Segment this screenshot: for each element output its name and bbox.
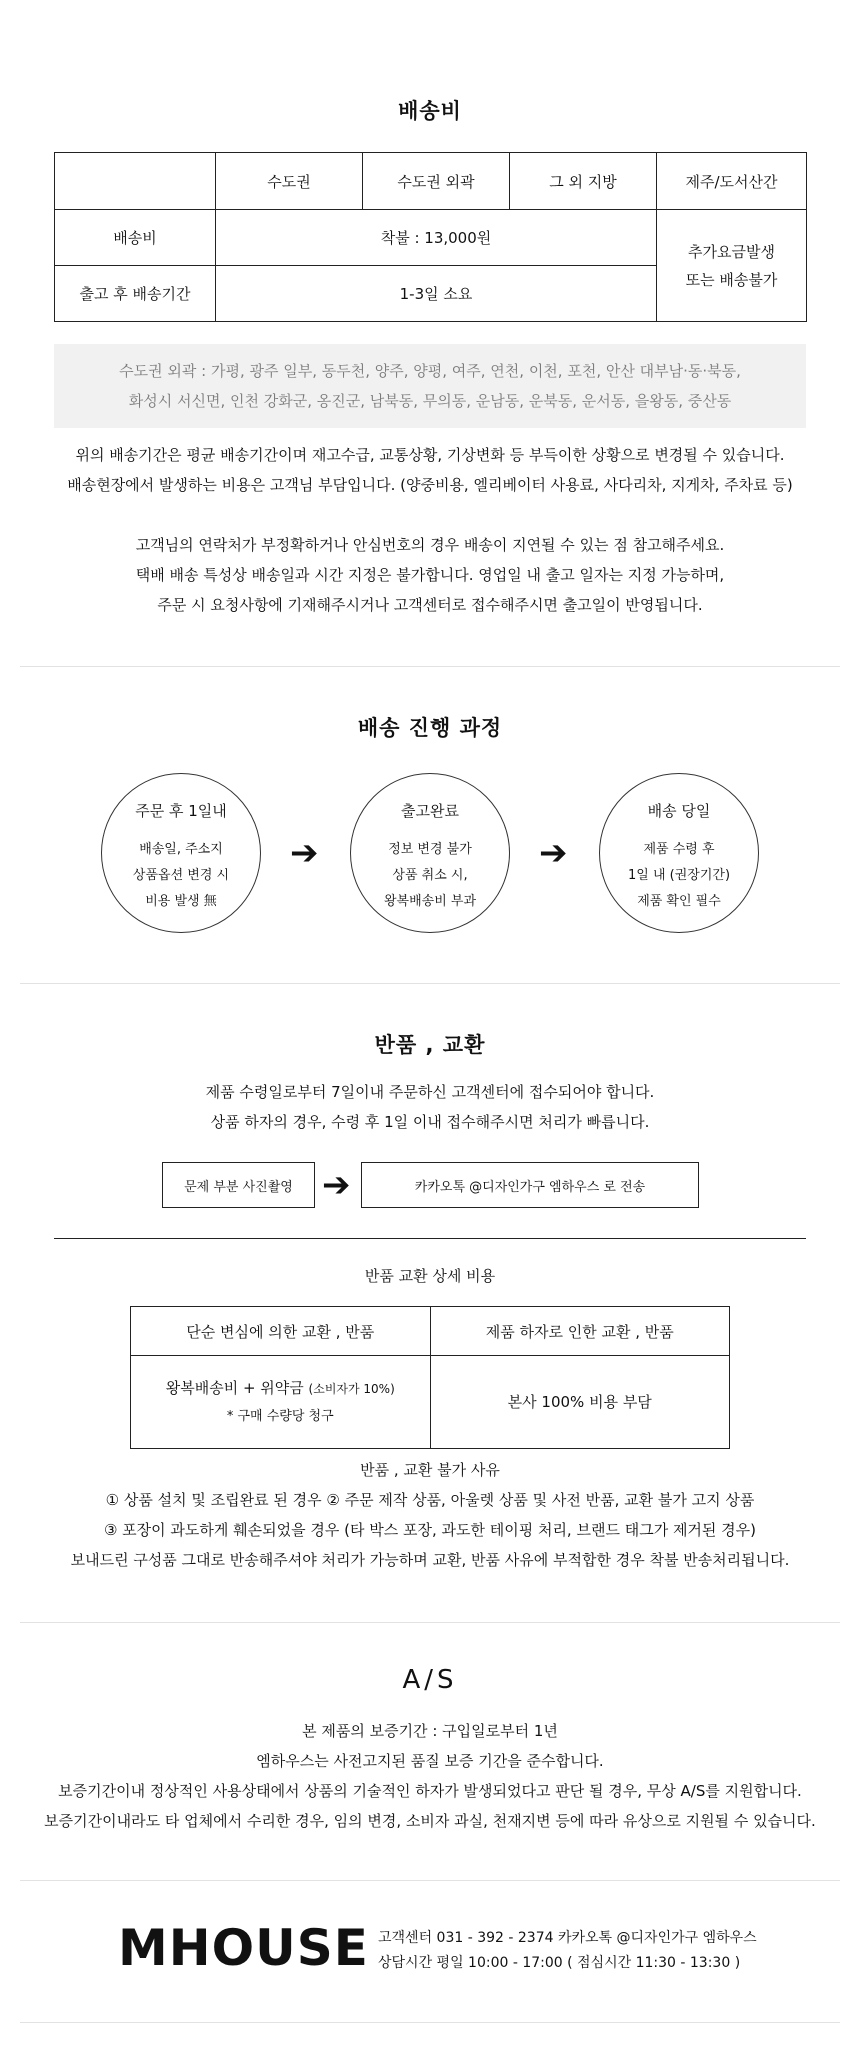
section-divider <box>20 666 840 667</box>
returns-rule <box>54 1238 806 1239</box>
footer-contact: 고객센터 031 - 392 - 2374 카카오톡 @디자인가구 엠하우스 <box>378 1930 757 1946</box>
shipping-note: 위의 배송기간은 평균 배송기간이며 재고수급, 교통상황, 기상변화 등 부득이한 상황으로 변경될 수 있습니다. <box>75 446 785 464</box>
step-line: 배송일, 주소지 <box>139 842 223 857</box>
impossible-reason: 보내드린 구성품 그대로 반송해주셔야 처리가 가능하며 교환, 반품 사유에 부적합한 경우 착불 반송처리됩니다. <box>70 1551 790 1569</box>
process-step-2 <box>350 773 510 933</box>
cost-cell-change-of-mind <box>131 1356 431 1449</box>
process-step-1 <box>101 773 261 933</box>
returns-intro: 상품 하자의 경우, 수령 후 1일 이내 접수해주시면 처리가 빠릅니다. <box>210 1113 650 1131</box>
table-header-jeju-islands: 제주/도서산간 <box>657 153 807 210</box>
section-divider <box>20 2022 840 2023</box>
as-title: A/S <box>402 1665 458 1695</box>
arrow-right-icon: ➔ <box>539 833 568 873</box>
step-line: 1일 내 (권장기간) <box>627 868 731 883</box>
section-divider <box>20 983 840 984</box>
step-title: 출고완료 <box>401 802 459 820</box>
as-line: 본 제품의 보증기간 : 구입일로부터 1년 <box>302 1722 558 1740</box>
table-header-capital: 수도권 <box>216 153 363 210</box>
returns-title: 반품 , 교환 <box>374 1033 486 1057</box>
return-cost-table <box>130 1306 730 1449</box>
step-line: 비용 발생 無 <box>145 894 217 909</box>
arrow-right-icon: ➔ <box>290 833 319 873</box>
cost-title: 반품 교환 상세 비용 <box>364 1267 496 1285</box>
step-line: 정보 변경 불가 <box>388 842 472 857</box>
step-line: 상품옵션 변경 시 <box>132 868 230 883</box>
step-title: 배송 당일 <box>647 802 711 820</box>
as-line: 보증기간이내 정상적인 사용상태에서 상품의 기술적인 하자가 발생되었다고 판단 될 경우, 무상 A/S를 지원합니다. <box>58 1782 802 1800</box>
impossible-title: 반품 , 교환 불가 사유 <box>360 1461 500 1479</box>
shipping-fee-table <box>54 152 807 322</box>
cost-cell-defect: 본사 100% 비용 부담 <box>430 1356 730 1449</box>
cost-header-change-of-mind: 단순 변심에 의한 교환 , 반품 <box>131 1307 431 1356</box>
island-note-line-1: 추가요금발생 <box>688 242 775 261</box>
shipping-note: 택배 배송 특성상 배송일과 시간 지정은 불가합니다. 영업일 내 출고 일자는 지정 가능하며, <box>135 566 725 584</box>
step-line: 제품 확인 필수 <box>637 894 721 909</box>
cost-quantity-note: * 구매 수량당 청구 <box>226 1408 334 1424</box>
row-label-fee: 배송비 <box>55 210 216 266</box>
process-title: 배송 진행 과정 <box>357 716 503 740</box>
outskirts-line: 수도권 외곽 : 가평, 광주 일부, 동두천, 양주, 양평, 여주, 연천, 이천, 포천, 안산 대부남·동·북동, <box>119 362 741 380</box>
table-header-other-regions: 그 외 지방 <box>510 153 657 210</box>
section-divider <box>20 1880 840 1881</box>
step-title: 주문 후 1일내 <box>135 802 227 820</box>
shipping-note: 배송현장에서 발생하는 비용은 고객님 부담입니다. (양중비용, 엘리베이터 사용료, 사다리차, 지게차, 주차료 등) <box>67 476 793 494</box>
arrow-right-icon: ➔ <box>322 1165 351 1205</box>
step-line: 왕복배송비 부과 <box>383 894 477 909</box>
footer-hours: 상담시간 평일 10:00 - 17:00 ( 점심시간 11:30 - 13:30 ) <box>378 1955 741 1971</box>
kakao-step-box: 카카오톡 @디자인가구 엠하우스 로 전송 <box>361 1162 699 1208</box>
photo-step-box: 문제 부분 사진촬영 <box>162 1162 315 1208</box>
outskirts-info-box <box>54 344 806 428</box>
impossible-reason: ① 상품 설치 및 조립완료 된 경우 ② 주문 제작 상품, 아울렛 상품 및 사전 반품, 교환 불가 고지 상품 <box>105 1491 755 1509</box>
shipping-title: 배송비 <box>398 99 462 123</box>
table-header-empty <box>55 153 216 210</box>
table-header-capital-outskirts: 수도권 외곽 <box>363 153 510 210</box>
fee-value: 착불 : 13,000원 <box>216 210 657 266</box>
as-line: 엠하우스는 사전고지된 품질 보증 기간을 준수합니다. <box>256 1752 604 1770</box>
cost-header-defect: 제품 하자로 인한 교환 , 반품 <box>430 1307 730 1356</box>
outskirts-line: 화성시 서신면, 인천 강화군, 옹진군, 남북동, 무의동, 운남동, 운북동, 운서동, 을왕동, 중산동 <box>128 392 732 410</box>
island-note <box>657 210 807 322</box>
mhouse-logo: MHOUSE <box>118 1919 369 1977</box>
island-note-line-2: 또는 배송불가 <box>685 270 778 289</box>
cost-penalty-note: (소비자가 10%) <box>308 1381 395 1396</box>
as-line: 보증기간이내라도 타 업체에서 수리한 경우, 임의 변경, 소비자 과실, 천재지변 등에 따라 유상으로 지원될 수 있습니다. <box>44 1812 816 1830</box>
process-step-3 <box>599 773 759 933</box>
step-line: 상품 취소 시, <box>392 868 468 883</box>
row-label-period: 출고 후 배송기간 <box>55 266 216 322</box>
shipping-note: 고객님의 연락처가 부정확하거나 안심번호의 경우 배송이 지연될 수 있는 점 참고해주세요. <box>135 536 725 554</box>
period-value: 1-3일 소요 <box>216 266 657 322</box>
returns-intro: 제품 수령일로부터 7일이내 주문하신 고객센터에 접수되어야 합니다. <box>205 1083 655 1101</box>
step-line: 제품 수령 후 <box>643 842 715 857</box>
impossible-reason: ③ 포장이 과도하게 훼손되었을 경우 (타 박스 포장, 과도한 테이핑 처리, 브랜드 태그가 제거된 경우) <box>103 1521 757 1539</box>
section-divider <box>20 1622 840 1623</box>
cost-text: 왕복배송비 + 위약금 <box>165 1378 304 1397</box>
shipping-note: 주문 시 요청사항에 기재해주시거나 고객센터로 접수해주시면 출고일이 반영됩니다. <box>157 596 703 614</box>
